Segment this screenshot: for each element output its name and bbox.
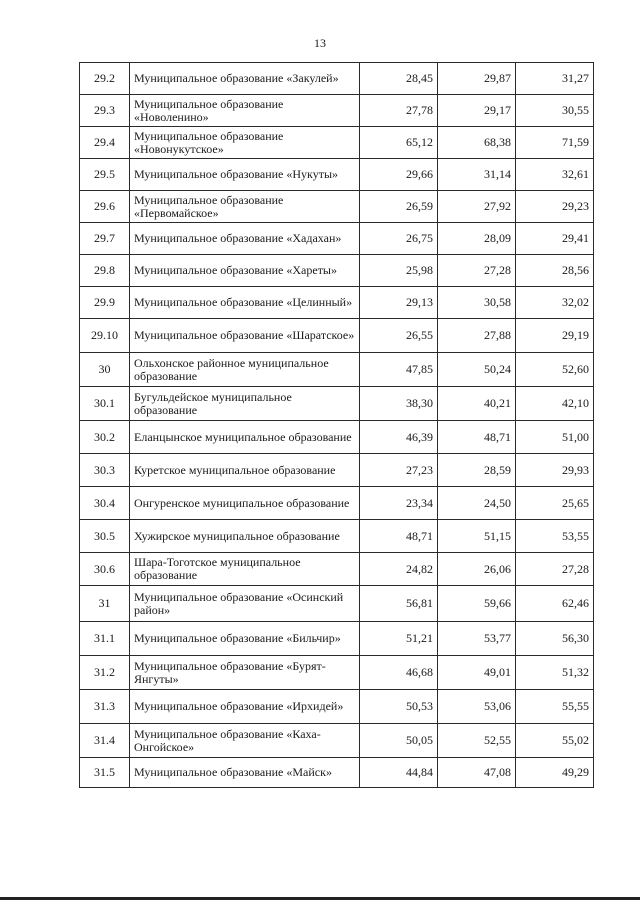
table-row	[80, 95, 594, 127]
row-number: 29.8	[80, 255, 130, 287]
row-value-2: 27,88	[438, 319, 516, 353]
row-number: 29.5	[80, 159, 130, 191]
row-number: 31.5	[80, 758, 130, 788]
row-name: Хужирское муниципальное образование	[130, 520, 360, 553]
table-row	[80, 159, 594, 191]
row-value-1: 44,84	[360, 758, 438, 788]
row-number: 29.7	[80, 223, 130, 255]
row-value-2: 52,55	[438, 724, 516, 758]
row-value-3: 53,55	[516, 520, 594, 553]
row-value-1: 25,98	[360, 255, 438, 287]
row-value-1: 50,53	[360, 690, 438, 724]
table-row	[80, 758, 594, 788]
row-number: 30.6	[80, 553, 130, 586]
row-name: Муниципальное образование «Новонукутское»	[130, 127, 360, 159]
row-value-1: 48,71	[360, 520, 438, 553]
row-name: Муниципальное образование «Ирхидей»	[130, 690, 360, 724]
row-value-3: 29,41	[516, 223, 594, 255]
row-value-3: 49,29	[516, 758, 594, 788]
row-value-2: 53,06	[438, 690, 516, 724]
row-number: 30.5	[80, 520, 130, 553]
row-name: Онгуренское муниципальное образование	[130, 487, 360, 520]
row-value-2: 53,77	[438, 622, 516, 656]
row-value-1: 26,59	[360, 191, 438, 223]
row-name: Муниципальное образование «Закулей»	[130, 63, 360, 95]
row-value-1: 27,78	[360, 95, 438, 127]
row-name: Шара-Тоготское муниципальное образование	[130, 553, 360, 586]
row-value-1: 46,68	[360, 656, 438, 690]
row-value-3: 32,61	[516, 159, 594, 191]
row-value-1: 38,30	[360, 387, 438, 421]
row-value-3: 55,55	[516, 690, 594, 724]
row-value-2: 24,50	[438, 487, 516, 520]
table-row	[80, 690, 594, 724]
table-row	[80, 353, 594, 387]
row-number: 29.10	[80, 319, 130, 353]
row-value-2: 30,58	[438, 287, 516, 319]
row-value-2: 48,71	[438, 421, 516, 454]
row-value-2: 28,09	[438, 223, 516, 255]
row-value-2: 50,24	[438, 353, 516, 387]
row-name: Еланцынское муниципальное образование	[130, 421, 360, 454]
row-name: Муниципальное образование «Бильчир»	[130, 622, 360, 656]
row-value-2: 31,14	[438, 159, 516, 191]
row-value-3: 51,32	[516, 656, 594, 690]
row-name: Муниципальное образование «Новоленино»	[130, 95, 360, 127]
table-row	[80, 319, 594, 353]
row-name: Муниципальное образование «Хадахан»	[130, 223, 360, 255]
row-value-2: 27,28	[438, 255, 516, 287]
row-value-3: 42,10	[516, 387, 594, 421]
row-value-1: 27,23	[360, 454, 438, 487]
row-name: Муниципальное образование «Бурят-Янгуты»	[130, 656, 360, 690]
row-number: 30	[80, 353, 130, 387]
table-row	[80, 724, 594, 758]
table-row	[80, 520, 594, 553]
row-name: Муниципальное образование «Нукуты»	[130, 159, 360, 191]
row-number: 29.4	[80, 127, 130, 159]
row-value-3: 28,56	[516, 255, 594, 287]
row-value-2: 59,66	[438, 586, 516, 622]
row-number: 30.2	[80, 421, 130, 454]
row-value-1: 29,13	[360, 287, 438, 319]
row-value-2: 49,01	[438, 656, 516, 690]
table-row	[80, 223, 594, 255]
row-number: 31.3	[80, 690, 130, 724]
row-value-1: 47,85	[360, 353, 438, 387]
row-value-3: 62,46	[516, 586, 594, 622]
table-row	[80, 656, 594, 690]
row-number: 29.2	[80, 63, 130, 95]
row-value-3: 31,27	[516, 63, 594, 95]
row-value-3: 56,30	[516, 622, 594, 656]
row-value-3: 71,59	[516, 127, 594, 159]
row-name: Муниципальное образование «Хареты»	[130, 255, 360, 287]
row-value-3: 51,00	[516, 421, 594, 454]
table-row	[80, 255, 594, 287]
row-value-2: 27,92	[438, 191, 516, 223]
row-name: Куретское муниципальное образование	[130, 454, 360, 487]
row-name: Муниципальное образование «Майск»	[130, 758, 360, 788]
row-name: Муниципальное образование «Целинный»	[130, 287, 360, 319]
row-number: 29.9	[80, 287, 130, 319]
row-value-3: 25,65	[516, 487, 594, 520]
row-value-3: 55,02	[516, 724, 594, 758]
row-number: 30.4	[80, 487, 130, 520]
row-name: Муниципальное образование «Шаратское»	[130, 319, 360, 353]
row-number: 31.2	[80, 656, 130, 690]
row-value-1: 65,12	[360, 127, 438, 159]
row-value-2: 29,87	[438, 63, 516, 95]
row-name: Муниципальное образование «Каха-Онгойское»	[130, 724, 360, 758]
row-value-3: 29,23	[516, 191, 594, 223]
row-value-2: 26,06	[438, 553, 516, 586]
row-name: Бугульдейское муниципальное образование	[130, 387, 360, 421]
table-row	[80, 191, 594, 223]
table-row	[80, 586, 594, 622]
row-number: 30.3	[80, 454, 130, 487]
row-value-2: 40,21	[438, 387, 516, 421]
row-value-3: 29,19	[516, 319, 594, 353]
table-row	[80, 387, 594, 421]
tariff-table	[79, 62, 594, 788]
table-row	[80, 622, 594, 656]
row-value-1: 28,45	[360, 63, 438, 95]
bottom-rule	[0, 897, 640, 900]
row-value-1: 26,55	[360, 319, 438, 353]
table-row	[80, 487, 594, 520]
row-value-1: 24,82	[360, 553, 438, 586]
row-name: Ольхонское районное муниципальное образование	[130, 353, 360, 387]
row-value-3: 27,28	[516, 553, 594, 586]
row-value-3: 30,55	[516, 95, 594, 127]
row-value-1: 46,39	[360, 421, 438, 454]
table-row	[80, 63, 594, 95]
row-name: Муниципальное образование «Осинский район»	[130, 586, 360, 622]
row-value-3: 32,02	[516, 287, 594, 319]
row-value-3: 52,60	[516, 353, 594, 387]
row-number: 31	[80, 586, 130, 622]
row-value-2: 29,17	[438, 95, 516, 127]
table-row	[80, 127, 594, 159]
table-row	[80, 454, 594, 487]
page-number: 13	[314, 36, 326, 50]
row-value-2: 68,38	[438, 127, 516, 159]
row-number: 30.1	[80, 387, 130, 421]
row-value-1: 50,05	[360, 724, 438, 758]
row-value-2: 51,15	[438, 520, 516, 553]
row-name: Муниципальное образование «Первомайское»	[130, 191, 360, 223]
row-value-3: 29,93	[516, 454, 594, 487]
row-value-1: 26,75	[360, 223, 438, 255]
row-value-1: 29,66	[360, 159, 438, 191]
row-number: 29.6	[80, 191, 130, 223]
table-row	[80, 421, 594, 454]
row-value-1: 56,81	[360, 586, 438, 622]
table-body	[80, 63, 594, 788]
row-value-2: 28,59	[438, 454, 516, 487]
row-value-2: 47,08	[438, 758, 516, 788]
row-number: 29.3	[80, 95, 130, 127]
row-value-1: 51,21	[360, 622, 438, 656]
row-number: 31.1	[80, 622, 130, 656]
table-row	[80, 287, 594, 319]
row-number: 31.4	[80, 724, 130, 758]
row-value-1: 23,34	[360, 487, 438, 520]
table-row	[80, 553, 594, 586]
